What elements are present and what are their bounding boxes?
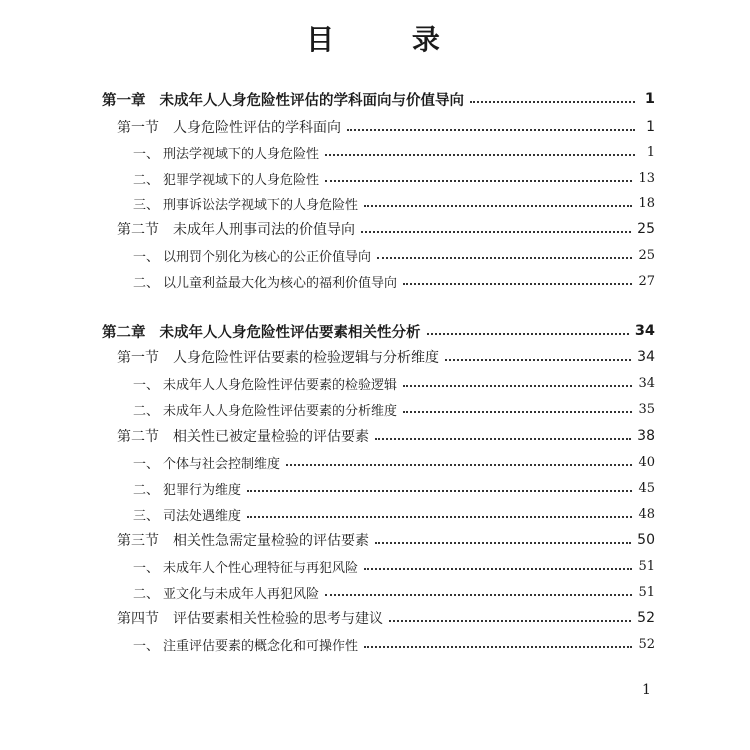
section-title: 相关性急需定量检验的评估要素	[173, 533, 369, 549]
leader-dots	[364, 646, 632, 648]
leader-dots	[470, 101, 635, 103]
section-entry[interactable]	[117, 115, 655, 139]
page-number-ref: 18	[638, 195, 655, 211]
sub-number: 一、	[133, 377, 160, 393]
leader-dots	[375, 542, 631, 544]
sub-number: 二、	[133, 586, 160, 602]
sub-title: 未成年人个性心理特征与再犯风险	[163, 560, 359, 576]
sub-entry[interactable]	[133, 476, 655, 500]
sub-number: 二、	[133, 482, 160, 498]
chapter-title: 未成年人人身危险性评估要素相关性分析	[159, 324, 421, 341]
sub-title: 注重评估要素的概念化和可操作性	[163, 638, 359, 654]
chapter-title: 未成年人人身危险性评估的学科面向与价值导向	[159, 92, 464, 109]
page-title: 目 录	[306, 23, 474, 56]
leader-dots	[361, 231, 631, 233]
sub-title: 犯罪学视域下的人身危险性	[163, 172, 320, 188]
section-entry[interactable]	[117, 606, 655, 630]
sub-entry[interactable]	[133, 450, 655, 474]
leader-dots	[364, 568, 632, 570]
section-number: 第二节	[117, 222, 159, 238]
page-number-ref: 1	[646, 119, 655, 135]
section-number: 第三节	[117, 533, 159, 549]
page-number-ref: 25	[637, 221, 655, 237]
sub-title: 犯罪行为维度	[163, 482, 242, 498]
section-title: 评估要素相关性检验的思考与建议	[173, 611, 383, 627]
section-number: 第四节	[117, 611, 159, 627]
sub-number: 二、	[133, 403, 160, 419]
page-number-ref: 34	[637, 349, 655, 365]
chapter-number: 第一章	[102, 92, 146, 109]
sub-number: 一、	[133, 638, 160, 654]
page-number-ref: 1	[644, 91, 655, 107]
leader-dots	[325, 594, 632, 596]
sub-title: 刑事诉讼法学视域下的人身危险性	[163, 197, 359, 213]
sub-title: 个体与社会控制维度	[163, 456, 281, 472]
sub-entry[interactable]	[133, 243, 655, 267]
leader-dots	[375, 438, 631, 440]
page-number-ref: 13	[638, 170, 655, 186]
page-number-ref: 48	[638, 506, 655, 522]
section-entry[interactable]	[117, 424, 655, 448]
section-title: 相关性已被定量检验的评估要素	[173, 429, 369, 445]
section-number: 第二节	[117, 429, 159, 445]
sub-number: 三、	[133, 508, 160, 524]
page-number-ref: 1	[646, 144, 655, 160]
sub-title: 刑法学视域下的人身危险性	[163, 146, 320, 162]
section-title: 人身危险性评估的学科面向	[173, 120, 341, 136]
sub-entry[interactable]	[133, 166, 655, 190]
sub-number: 一、	[133, 560, 160, 576]
section-number: 第一节	[117, 350, 159, 366]
section-entry[interactable]	[117, 345, 655, 369]
leader-dots	[377, 257, 632, 259]
section-title: 人身危险性评估要素的检验逻辑与分析维度	[173, 350, 439, 366]
leader-dots	[427, 333, 629, 335]
page-number-ref: 34	[634, 323, 655, 339]
section-number: 第一节	[117, 120, 159, 136]
sub-entry[interactable]	[133, 580, 655, 604]
page-number-ref: 25	[638, 247, 655, 263]
leader-dots	[247, 490, 632, 492]
sub-number: 二、	[133, 172, 160, 188]
leader-dots	[403, 385, 632, 387]
sub-entry[interactable]	[133, 269, 655, 293]
chapter-number: 第二章	[102, 324, 146, 341]
page-number-ref: 35	[638, 401, 655, 417]
leader-dots	[325, 180, 632, 182]
sub-number: 一、	[133, 249, 160, 265]
sub-number: 一、	[133, 146, 160, 162]
sub-entry[interactable]	[133, 191, 655, 215]
sub-entry[interactable]	[133, 502, 655, 526]
section-title: 未成年人刑事司法的价值导向	[173, 222, 355, 238]
sub-number: 三、	[133, 197, 160, 213]
page-number-ref: 51	[638, 584, 655, 600]
leader-dots	[445, 359, 631, 361]
sub-entry[interactable]	[133, 140, 655, 164]
page-number-ref: 51	[638, 558, 655, 574]
sub-entry[interactable]	[133, 554, 655, 578]
page-number-ref: 45	[638, 480, 655, 496]
leader-dots	[389, 620, 631, 622]
chapter-entry[interactable]	[102, 87, 655, 111]
sub-number: 二、	[133, 275, 160, 291]
page-number-ref: 38	[637, 428, 655, 444]
section-entry[interactable]	[117, 217, 655, 241]
leader-dots	[403, 411, 632, 413]
leader-dots	[364, 205, 632, 207]
sub-entry[interactable]	[133, 632, 655, 656]
sub-title: 未成年人人身危险性评估要素的分析维度	[163, 403, 398, 419]
sub-entry[interactable]	[133, 397, 655, 421]
page-number-ref: 52	[637, 610, 655, 626]
leader-dots	[247, 516, 632, 518]
section-entry[interactable]	[117, 528, 655, 552]
page-number-ref: 52	[638, 636, 655, 652]
sub-entry[interactable]	[133, 371, 655, 395]
leader-dots	[403, 283, 632, 285]
leader-dots	[325, 154, 635, 156]
leader-dots	[286, 464, 632, 466]
chapter-entry[interactable]	[102, 319, 655, 343]
sub-number: 一、	[133, 456, 160, 472]
sub-title: 亚文化与未成年人再犯风险	[163, 586, 320, 602]
page-number: 1	[642, 682, 651, 698]
page-number-ref: 27	[638, 273, 655, 289]
page-number-ref: 50	[637, 532, 655, 548]
sub-title: 未成年人人身危险性评估要素的检验逻辑	[163, 377, 398, 393]
leader-dots	[347, 129, 635, 131]
sub-title: 以刑罚个别化为核心的公正价值导向	[163, 249, 372, 265]
page-number-ref: 34	[638, 375, 655, 391]
sub-title: 以儿童利益最大化为核心的福利价值导向	[163, 275, 398, 291]
sub-title: 司法处遇维度	[163, 508, 242, 524]
page-number-ref: 40	[638, 454, 655, 470]
